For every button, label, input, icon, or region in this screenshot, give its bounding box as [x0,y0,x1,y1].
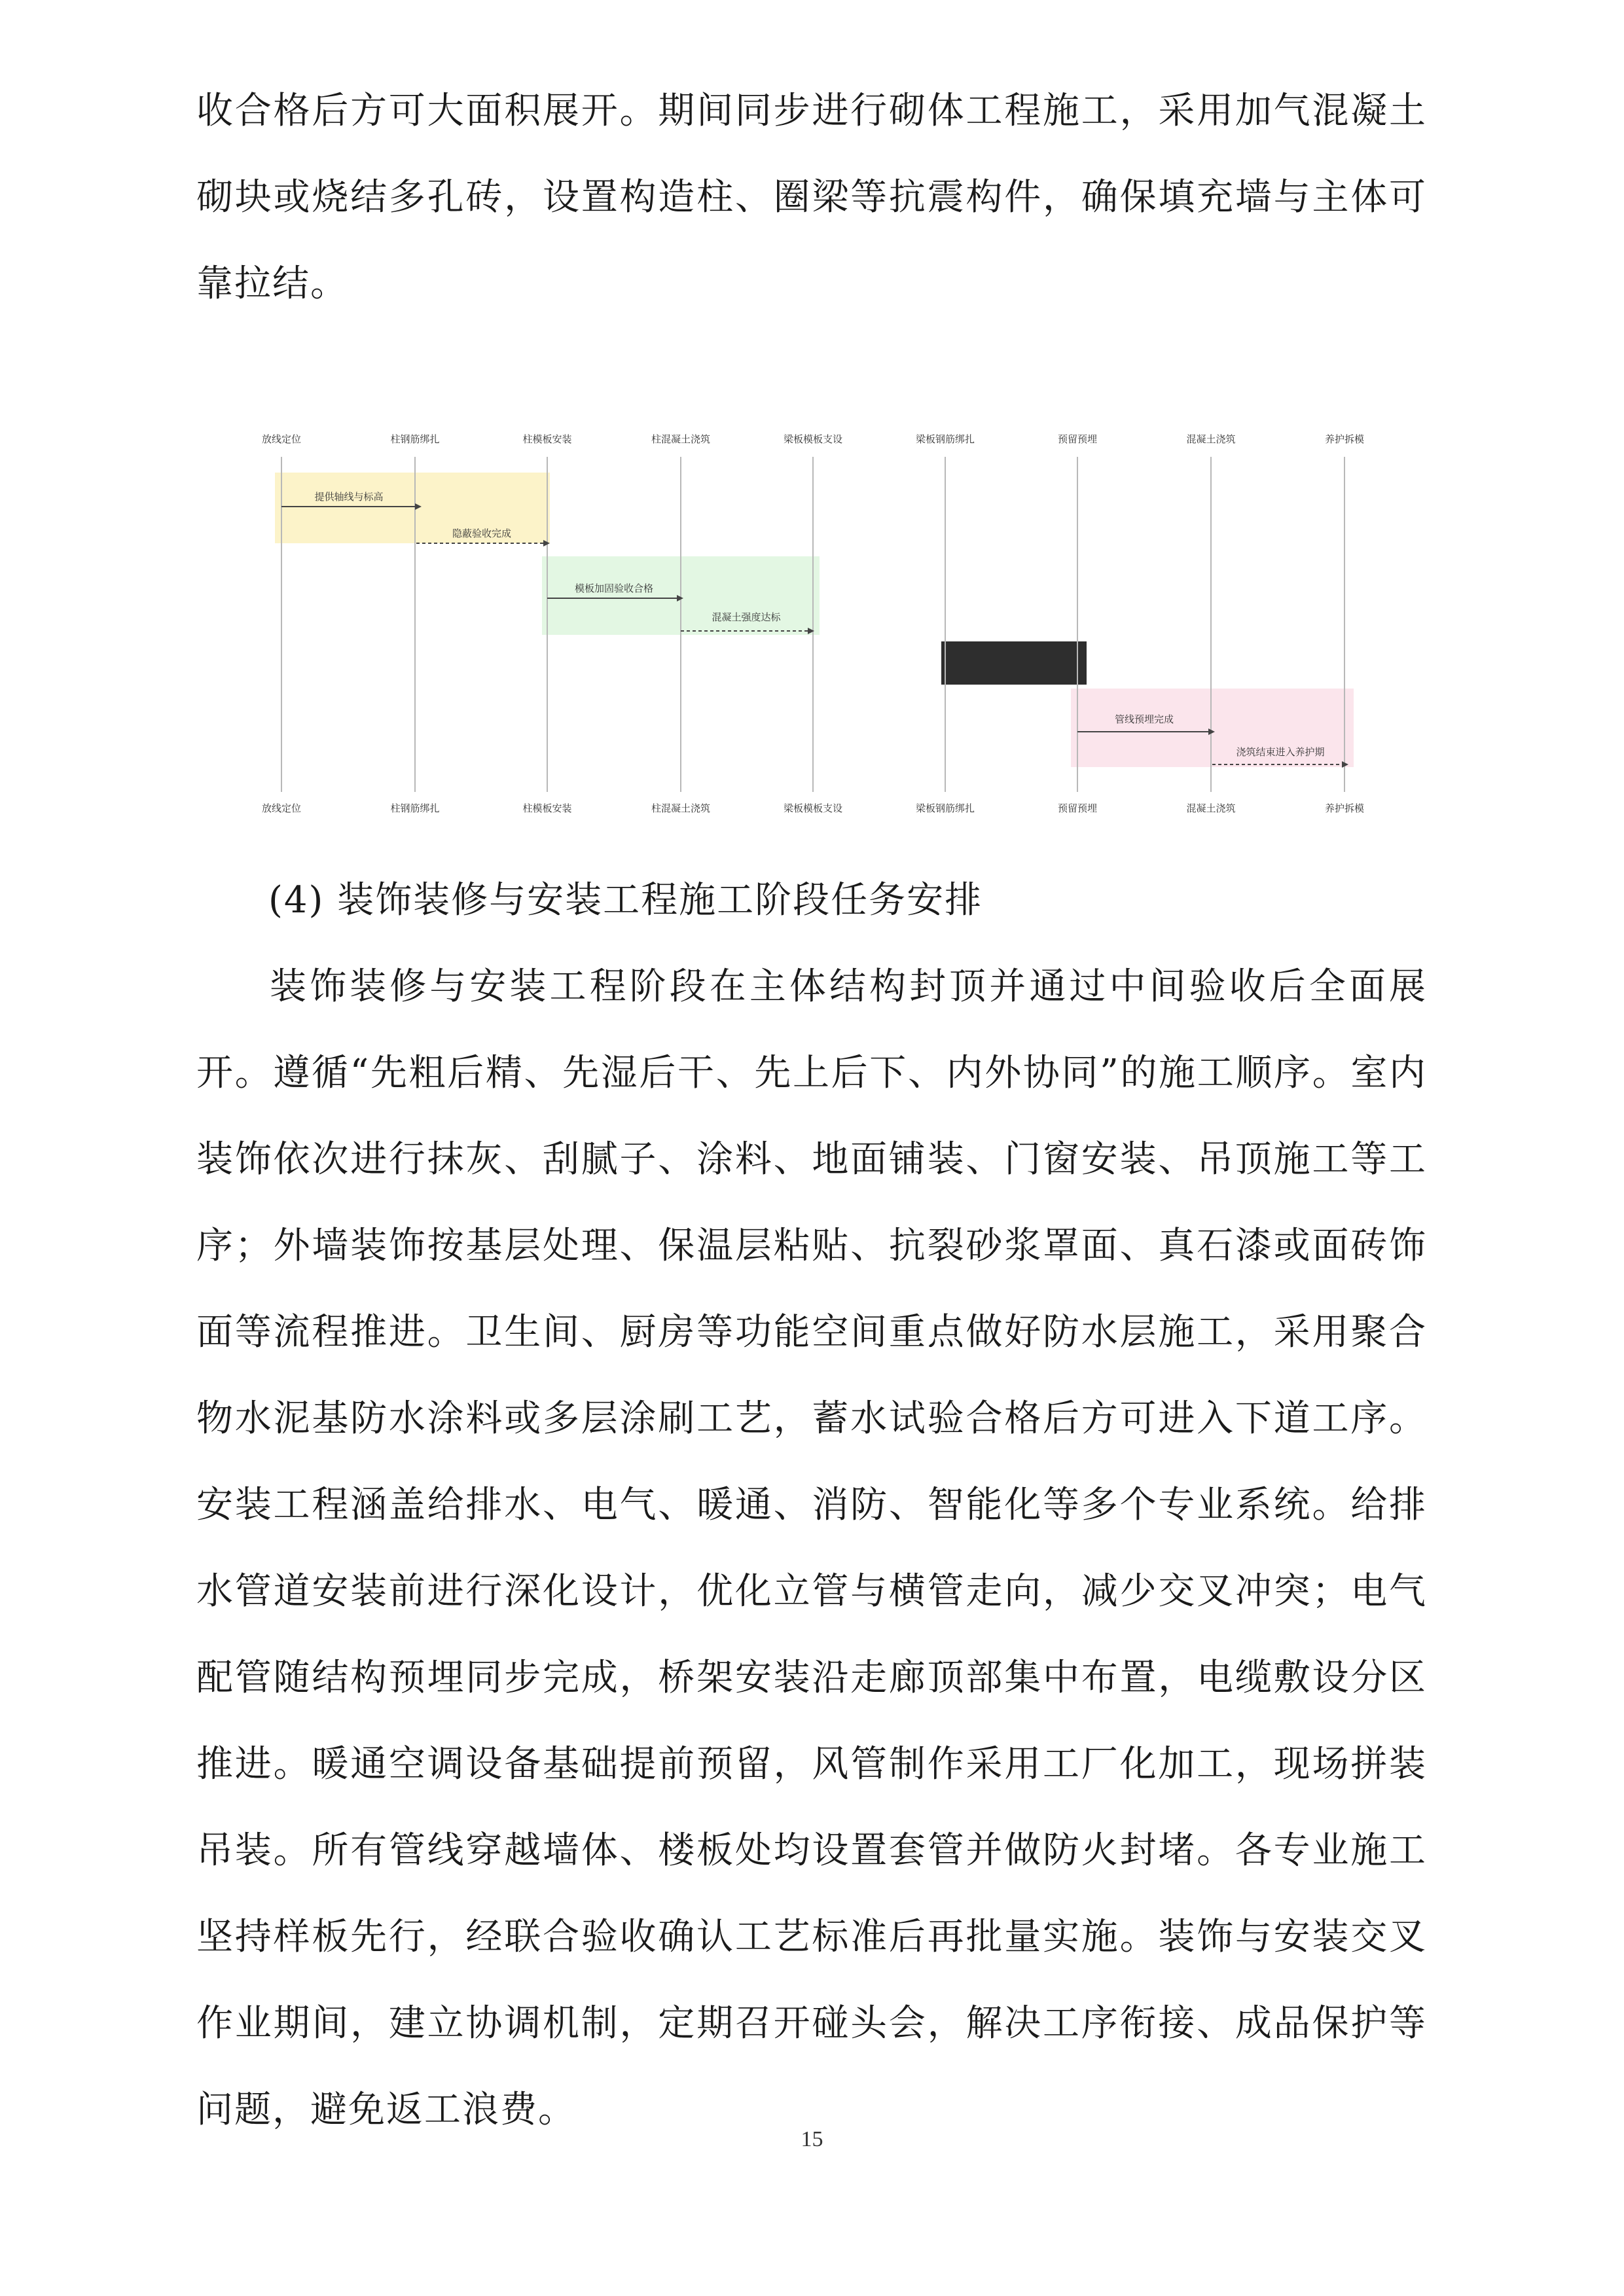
participant-label-top-8: 混凝土浇筑 [1186,433,1236,445]
participant-label-bottom-2: 柱钢筋绑扎 [390,802,440,814]
participant-label-top-4: 柱混凝土浇筑 [651,433,711,445]
participant-label-top-1: 放线定位 [261,433,302,445]
message-label-2: 隐蔽验收完成 [452,528,512,539]
participant-label-top-5: 梁板模板支设 [783,433,843,445]
participant-label-top-7: 预留预埋 [1057,433,1098,445]
message-label-3: 模板加固验收合格 [574,583,654,594]
message-label-5: 管线预埋完成 [1114,713,1174,725]
participant-label-bottom-9: 养护拆模 [1324,802,1365,814]
participant-label-bottom-7: 预留预埋 [1057,802,1098,814]
top-paragraph: 收合格后方可大面积展开。期间同步进行砌体工程施工，采用加气混凝土砌块或烧结多孔砖，设置构造柱、圈梁等抗震构件，确保填充墙与主体可靠拉结。 [196,90,1427,305]
participant-label-bottom-4: 柱混凝土浇筑 [651,802,711,814]
message-label-6: 浇筑结束进入养护期 [1236,746,1325,758]
participant-label-top-3: 柱模板安装 [522,433,572,445]
section-heading: (4) 装饰装修与安装工程施工阶段任务安排 [268,879,983,922]
message-label-1: 提供轴线与标高 [314,491,384,503]
message-label-4: 混凝土强度达标 [712,611,781,623]
page-number: 15 [801,2127,823,2151]
participant-label-bottom-1: 放线定位 [261,802,302,814]
participant-label-top-2: 柱钢筋绑扎 [390,433,440,445]
participant-label-bottom-5: 梁板模板支设 [783,802,843,814]
sequence-diagram [249,425,1375,825]
participant-label-bottom-6: 梁板钢筋绑扎 [915,802,975,814]
participant-label-top-6: 梁板钢筋绑扎 [915,433,975,445]
participant-label-bottom-8: 混凝土浇筑 [1186,802,1236,814]
participant-label-bottom-3: 柱模板安装 [522,802,572,814]
participant-label-top-9: 养护拆模 [1324,433,1365,445]
body-paragraph: 装饰装修与安装工程阶段在主体结构封顶并通过中间验收后全面展开。遵循“先粗后精、先湿后干、先上后下、内外协同”的施工顺序。室内装饰依次进行抹灰、刮腻子、涂料、地面铺装、门窗安装、吊顶施工等工序；外墙装饰按基层处理、保温层粘贴、抗裂砂浆罩面、真石漆或面砖饰面等流程推进。卫生间、厨房等功能空间重点做好防水层施工，采用聚合物水泥基防水涂料或多层涂刷工艺，蓄水试验合格后方可进入下道工序。安装工程涵盖给排水、电气、暖通、消防、智能化等多个专业系统。给排水管道安装前进行深化设计，优化立管与横管走向，减少交叉冲突；电气配管随结构预埋同步完成，桥架安装沿走廊顶部集中布置，电缆敷设分区推进。暖通空调设备基础提前预留，风管制作采用工厂化加工，现场拼装吊装。所有管线穿越墙体、楼板处均设置套管并做防火封堵。各专业施工坚持样板先行，经联合验收确认工艺标准后再批量实施。装饰与安装交叉作业期间，建立协调机制，定期召开碰头会，解决工序衔接、成品保护等问题，避免返工浪费。 [196,965,1427,2131]
stage-box-black [941,641,1087,685]
